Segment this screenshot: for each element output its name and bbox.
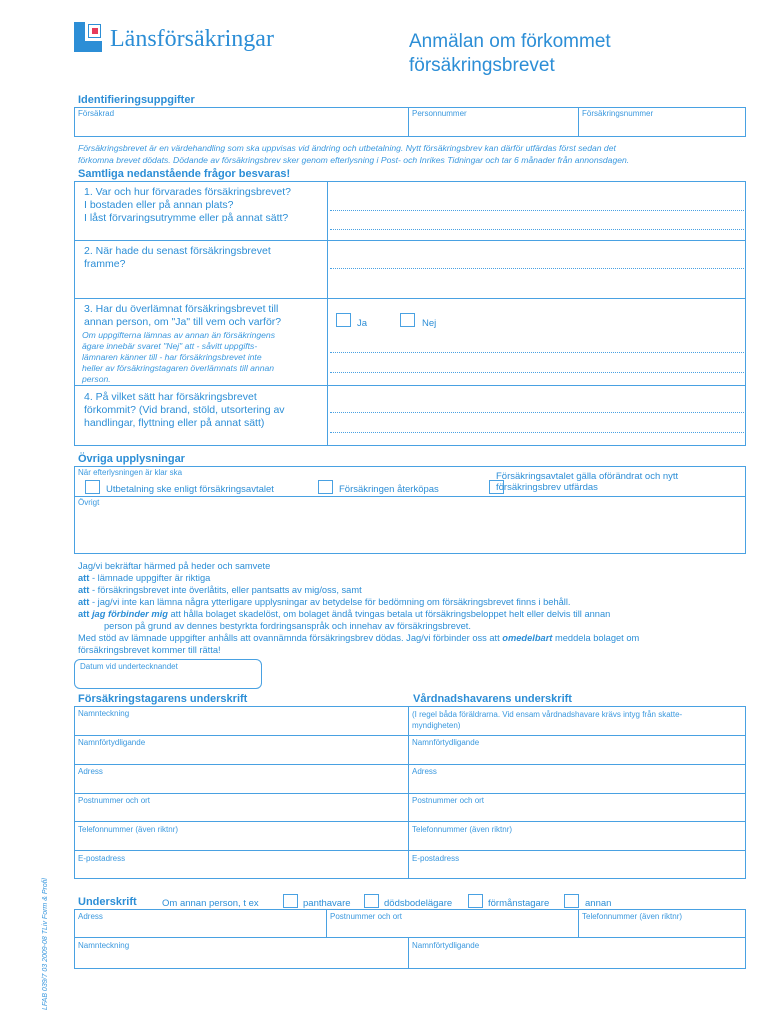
questions-heading: Samtliga nedanstående frågor besvaras! bbox=[78, 168, 291, 180]
panthavare-checkbox[interactable] bbox=[283, 894, 298, 908]
ja-checkbox[interactable] bbox=[336, 313, 351, 327]
left-epost-label: E-postadress bbox=[78, 854, 126, 863]
datum-label: Datum vid undertecknandet bbox=[80, 662, 178, 671]
forbinder-bold: jag förbinder mig bbox=[91, 609, 168, 619]
u-namnteckning-label: Namnteckning bbox=[78, 941, 130, 950]
right-telefon-field[interactable] bbox=[410, 834, 744, 849]
u-adress-field[interactable] bbox=[76, 921, 324, 936]
ovrigt-field[interactable] bbox=[76, 508, 744, 552]
ident-info bbox=[78, 142, 758, 166]
decl-line-8: försäkringsbrevet kommer till rätta! bbox=[78, 645, 221, 655]
forman-label: förmånstagare bbox=[488, 898, 550, 909]
answer-4-field[interactable] bbox=[330, 387, 744, 445]
left-postnummer-field[interactable] bbox=[76, 805, 406, 820]
right-postnummer-label: Postnummer och ort bbox=[412, 796, 485, 805]
nej-checkbox[interactable] bbox=[400, 313, 415, 327]
title-line-1: Anmälan om förkommet bbox=[409, 31, 611, 52]
info-line-2: förkomna brevet dödats. Dödande av försäkringsbrev sker genom efterlysning i Post- och Inrikes Tidningar och tar 6 månader från annonsdagen. bbox=[78, 155, 630, 165]
left-signature-heading: Försäkringstagarens underskrift bbox=[78, 693, 248, 705]
right-adress-field[interactable] bbox=[410, 776, 744, 792]
answer-1-field[interactable] bbox=[330, 183, 744, 239]
answer-2-field[interactable] bbox=[330, 242, 744, 297]
dodsbo-label: dödsbodelägare bbox=[384, 898, 453, 909]
right-namnfortydligande-label: Namnförtydligande bbox=[412, 738, 480, 747]
left-namnteckning-label: Namnteckning bbox=[78, 709, 130, 718]
dodsbo-checkbox[interactable] bbox=[364, 894, 379, 908]
att-1: att bbox=[78, 573, 90, 583]
question-3-note: Om uppgifterna lämnas av annan än försäkringens ägare innebär svaret "Nej" att - såvitt uppgifts- lämnaren känner till - har försäkringsbrevet inte heller av försäkringstagaren överlämnats till annan person. bbox=[82, 330, 275, 384]
forsakringsnummer-label: Försäkringsnummer bbox=[582, 109, 654, 118]
nar-label: När efterlysningen är klar ska bbox=[78, 468, 183, 477]
decl-text-5: att hålla bolaget skadelöst, om bolaget ändå tvingas betala ut försäkringsbeloppet helt eller delvis till annan bbox=[167, 609, 611, 619]
utbetalning-checkbox[interactable] bbox=[85, 480, 100, 494]
decl-text-2: lämnade uppgifter är riktiga bbox=[97, 573, 211, 583]
forsakrad-label: Försäkrad bbox=[78, 109, 115, 118]
decl-line-4: att - jag/vi inte kan lämna några ytterligare upplysningar av betydelse för bedömning om försäkringsbrevet finns i behåll. bbox=[78, 597, 571, 607]
right-namnfortydligande-field[interactable] bbox=[410, 747, 744, 763]
decl-line-2: att - lämnade uppgifter är riktiga bbox=[78, 573, 211, 583]
omedelbart-bold: omedelbart bbox=[502, 633, 553, 643]
logo-mark-icon bbox=[74, 22, 102, 52]
oforandrat-label: Försäkringsavtalet gälla oförändrat och nytt försäkringsbrev utfärdas bbox=[496, 471, 679, 493]
att-3: att bbox=[78, 597, 90, 607]
question-1: 1. Var och hur förvarades försäkringsbrevet? I bostaden eller på annan plats? I låst förvaringsutrymme eller på annat sätt? bbox=[84, 186, 291, 224]
panthavare-label: panthavare bbox=[303, 898, 351, 909]
underskrift-heading: Underskrift bbox=[78, 896, 137, 908]
decl-line-3: att - försäkringsbrevet inte överlåtits, eller pantsatts av mig/oss, samt bbox=[78, 585, 362, 595]
annan-checkbox[interactable] bbox=[564, 894, 579, 908]
ovriga-heading: Övriga upplysningar bbox=[78, 453, 185, 465]
ident-heading: Identifieringsuppgifter bbox=[78, 94, 195, 106]
u-namnfortydligande-field[interactable] bbox=[410, 950, 744, 968]
question-4: 4. På vilket sätt har försäkringsbrevet förkommit? (Vid brand, stöld, utsortering av handlingar, flyttning eller på annat sätt) bbox=[84, 391, 285, 429]
declaration-intro: Jag/vi bekräftar härmed på heder och samvete bbox=[78, 561, 271, 571]
decl-text-3: försäkringsbrevet inte överlåtits, eller pantsatts av mig/oss, samt bbox=[97, 585, 362, 595]
att-2: att bbox=[78, 585, 90, 595]
right-epost-field[interactable] bbox=[410, 863, 744, 878]
ovrigt-label: Övrigt bbox=[78, 498, 100, 507]
form-title bbox=[409, 30, 611, 78]
nej-label: Nej bbox=[422, 318, 437, 329]
ja-label: Ja bbox=[357, 318, 368, 329]
personnummer-label: Personnummer bbox=[412, 109, 467, 118]
utbetalning-label: Utbetalning ske enligt försäkringsavtalet bbox=[106, 484, 274, 495]
forsakringsnummer-field[interactable] bbox=[580, 119, 744, 135]
right-signature-heading: Vårdnadshavarens underskrift bbox=[413, 693, 572, 705]
annan-label: annan bbox=[585, 898, 612, 909]
left-telefon-field[interactable] bbox=[76, 834, 406, 849]
decl-text-7c: meddela bolaget om bbox=[552, 633, 640, 643]
decl-line-7 bbox=[78, 632, 639, 644]
forsakrad-field[interactable] bbox=[76, 119, 406, 135]
title-line-2: försäkringsbrevet bbox=[409, 55, 555, 76]
decl-text-7a: Med stöd av lämnade uppgifter anhålls att ovannämnda försäkringsbrev dödas. Jag/vi förbinder oss att bbox=[78, 633, 503, 643]
u-postnummer-field[interactable] bbox=[328, 921, 576, 936]
att-4: att bbox=[78, 609, 90, 619]
right-telefon-label: Telefonnummer (även riktnr) bbox=[412, 825, 513, 834]
left-namnfortydligande-label: Namnförtydligande bbox=[78, 738, 146, 747]
om-annan-label: Om annan person, t ex bbox=[162, 898, 259, 909]
right-epost-label: E-postadress bbox=[412, 854, 460, 863]
left-postnummer-label: Postnummer och ort bbox=[78, 796, 151, 805]
personnummer-field[interactable] bbox=[410, 119, 576, 135]
forman-checkbox[interactable] bbox=[468, 894, 483, 908]
right-note-label: (I regel båda föräldrarna. Vid ensam vårdnadshavare krävs intyg från skatte- myndigheten) bbox=[412, 710, 683, 730]
u-namnteckning-field[interactable] bbox=[76, 950, 406, 968]
question-2: 2. När hade du senast försäkringsbrevet framme? bbox=[84, 245, 271, 270]
left-adress-field[interactable] bbox=[76, 776, 406, 792]
aterkop-checkbox[interactable] bbox=[318, 480, 333, 494]
u-telefon-field[interactable] bbox=[580, 921, 744, 936]
form-code: LFAB 039/7 03 2009-08 TLiv Form & Profil bbox=[42, 878, 49, 1010]
decl-text-4: jag/vi inte kan lämna några ytterligare upplysningar av betydelse för bedömning om försäkringsbrevet finns i behåll. bbox=[97, 597, 571, 607]
left-epost-field[interactable] bbox=[76, 863, 406, 878]
right-namnteckning-field[interactable] bbox=[410, 724, 744, 734]
question-3: 3. Har du överlämnat försäkringsbrevet till annan person, om "Ja" till vem och varför? bbox=[84, 303, 282, 328]
u-telefon-label: Telefonnummer (även riktnr) bbox=[582, 912, 683, 921]
left-adress-label: Adress bbox=[78, 767, 103, 776]
aterkop-label: Försäkringen återköpas bbox=[339, 484, 439, 495]
u-postnummer-label: Postnummer och ort bbox=[330, 912, 403, 921]
info-line-1: Försäkringsbrevet är en värdehandling som ska uppvisas vid ändring och utbetalning. Nytt försäkringsbrev kan därför utfärdas först sedan det bbox=[78, 143, 616, 153]
left-namnfortydligande-field[interactable] bbox=[76, 747, 406, 763]
right-postnummer-field[interactable] bbox=[410, 805, 744, 820]
u-namnfortydligande-label: Namnförtydligande bbox=[412, 941, 480, 950]
u-adress-label: Adress bbox=[78, 912, 103, 921]
decl-line-5 bbox=[78, 608, 610, 620]
decl-line-6: person på grund av dennes bestyrkta fordringsanspråk och innehav av försäkringsbrevet. bbox=[104, 621, 471, 631]
logo-text: Länsförsäkringar bbox=[110, 26, 274, 52]
left-namnteckning-field[interactable] bbox=[76, 718, 406, 734]
left-telefon-label: Telefonnummer (även riktnr) bbox=[78, 825, 179, 834]
right-adress-label: Adress bbox=[412, 767, 437, 776]
logo bbox=[74, 22, 274, 58]
